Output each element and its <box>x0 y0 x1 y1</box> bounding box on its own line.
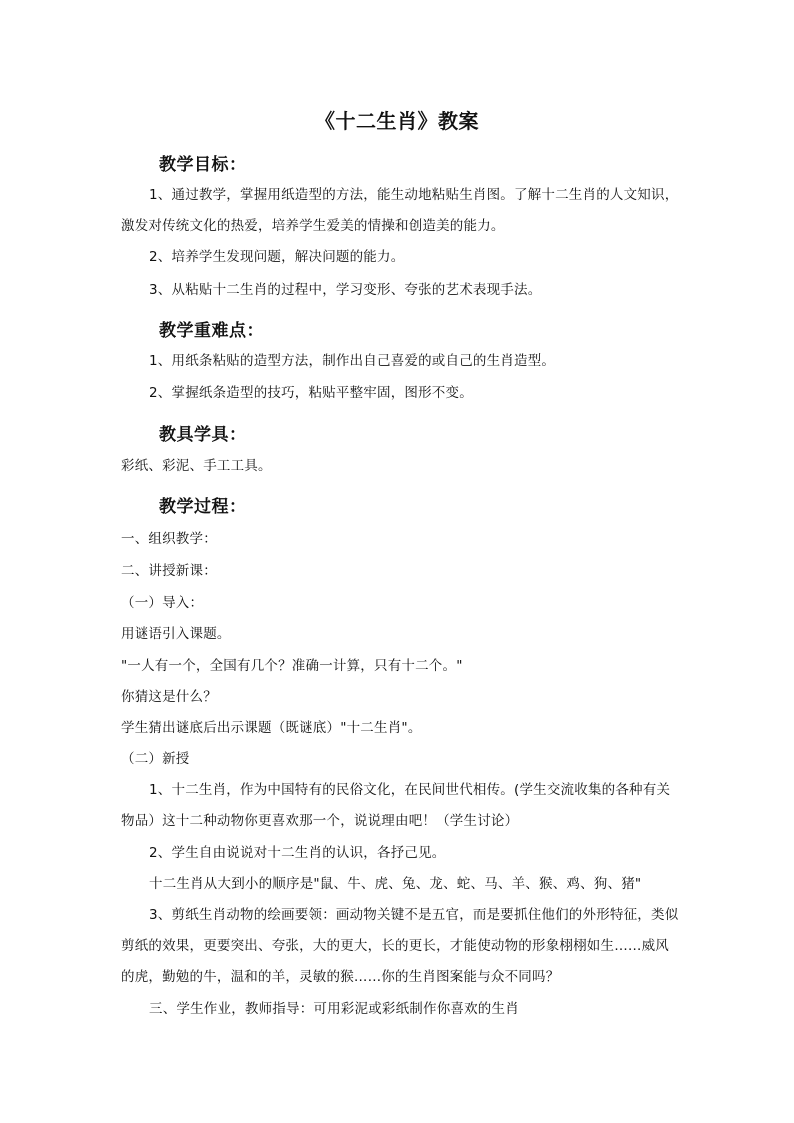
key-point-2: 2、掌握纸条造型的技巧，粘贴平整牢固，图形不变。 <box>149 385 473 401</box>
teaching-paragraph-3: 3、剪纸生肖动物的绘画要领：画动物关键不是五官，而是要抓住他们的外形特征，类似剪纸的效果，更要突出、夸张，大的更大，长的更长，才能使动物的形象栩栩如生……威风的虎，勤勉的牛，温和的羊，灵敏的猴……你的生肖图案能与众不同吗？ <box>121 907 679 985</box>
heading-materials: 教具学具： <box>159 425 247 445</box>
zodiac-order: 十二生肖从大到小的顺序是"鼠、牛、虎、兔、龙、蛇、马、羊、猴、鸡、狗、猪" <box>149 876 642 892</box>
heading-objectives: 教学目标： <box>159 155 247 175</box>
heading-process: 教学过程： <box>159 497 247 517</box>
page-title: 《十二生肖》教案 <box>315 109 479 133</box>
objective-2: 2、培养学生发现问题，解决问题的能力。 <box>149 249 405 265</box>
riddle-question: 你猜这是什么？ <box>121 689 217 705</box>
key-point-1: 1、用纸条粘贴的造型方法，制作出自己喜爱的或自己的生肖造型。 <box>149 353 556 369</box>
process-sub-2: （二）新授 <box>121 751 190 767</box>
objective-1: 1、通过教学，掌握用纸造型的方法，能生动地粘贴生肖图。了解十二生肖的人文知识，激发对传统文化的热爱，培养学生爱美的情操和创造美的能力。 <box>121 187 679 234</box>
heading-key-points: 教学重难点： <box>159 321 264 341</box>
objective-3: 3、从粘贴十二生肖的过程中，学习变形、夸张的艺术表现手法。 <box>149 282 542 298</box>
riddle-intro: 用谜语引入课题。 <box>121 626 231 642</box>
process-sub-1: （一）导入： <box>121 595 204 611</box>
teaching-paragraph-2: 2、学生自由说说对十二生肖的认识，各抒己见。 <box>149 845 446 861</box>
riddle-text: "一人有一个，全国有几个？准确一计算，只有十二个。" <box>121 658 463 674</box>
process-step-3: 三、学生作业，教师指导：可用彩泥或彩纸制作你喜欢的生肖 <box>149 1001 519 1017</box>
process-step-1: 一、组织教学： <box>121 531 217 547</box>
teaching-paragraph-1: 1、十二生肖，作为中国特有的民俗文化，在民间世代相传。(学生交流收集的各种有关物品）这十二种动物你更喜欢那一个，说说理由吧！（学生讨论） <box>121 782 671 829</box>
riddle-answer: 学生猜出谜底后出示课题（既谜底）"十二生肖"。 <box>121 720 422 736</box>
process-step-2: 二、讲授新课： <box>121 563 217 579</box>
materials-text: 彩纸、彩泥、手工工具。 <box>121 458 272 474</box>
